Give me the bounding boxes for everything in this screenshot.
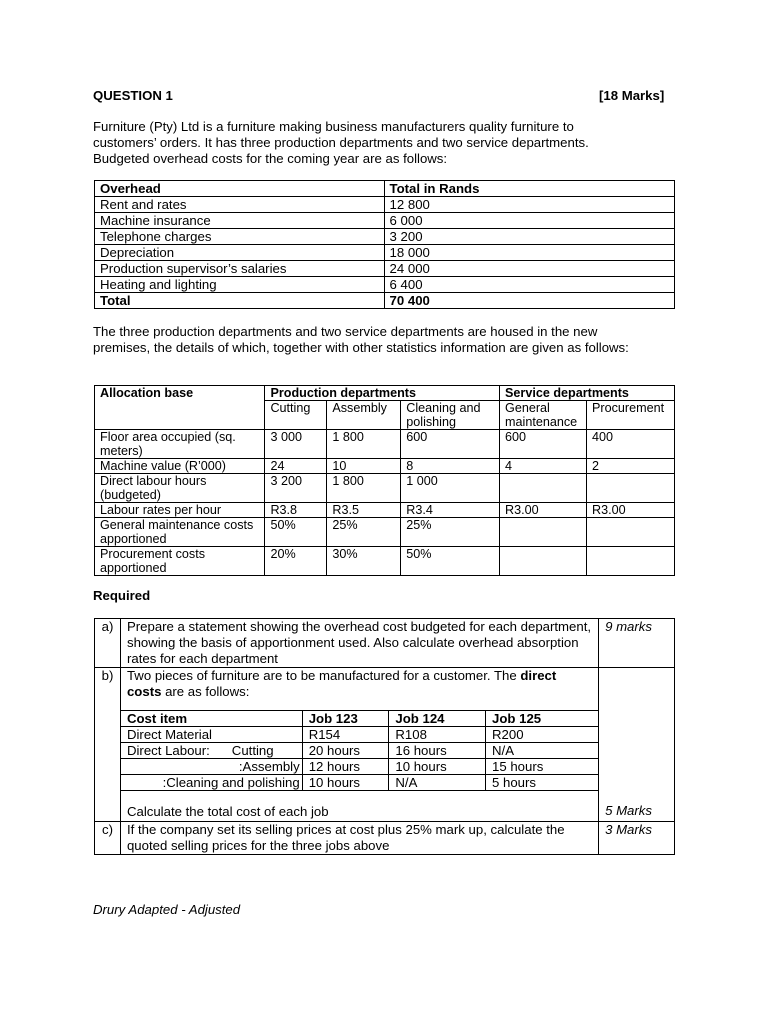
overhead-amount: 6 000 bbox=[384, 213, 674, 229]
table-cell: 400 bbox=[586, 430, 674, 459]
table-cell bbox=[586, 518, 674, 547]
requirements-table bbox=[94, 618, 675, 855]
column-header: Job 123 bbox=[302, 711, 389, 727]
table-cell: 600 bbox=[401, 430, 500, 459]
table-header-row bbox=[95, 386, 675, 401]
table-cell: 4 bbox=[500, 459, 587, 474]
table-cell: R3.4 bbox=[401, 503, 500, 518]
table-cell: 25% bbox=[327, 518, 401, 547]
table-cell: 1 800 bbox=[327, 474, 401, 503]
column-header: Production departments bbox=[265, 386, 500, 401]
column-header: Allocation base bbox=[95, 386, 265, 430]
table-row bbox=[95, 459, 675, 474]
requirement-row-c bbox=[95, 822, 675, 855]
table-cell: 25% bbox=[401, 518, 500, 547]
subheader-cell: Cutting bbox=[265, 401, 327, 430]
table-cell: R154 bbox=[302, 727, 389, 743]
table-row bbox=[95, 245, 675, 261]
table-row bbox=[95, 277, 675, 293]
table-cell bbox=[500, 474, 587, 503]
question-marks: [18 Marks] bbox=[599, 88, 665, 103]
table-cell: R200 bbox=[486, 727, 599, 743]
overhead-amount: 12 800 bbox=[384, 197, 674, 213]
requirement-text: Prepare a statement showing the overhead cost budgeted for each department, showing the basis of apportionment used. Also calculate overhead absorption rates for each department bbox=[120, 619, 598, 668]
column-header: Overhead bbox=[95, 181, 385, 197]
table-cell: R3.00 bbox=[586, 503, 674, 518]
table-cell: 50% bbox=[401, 547, 500, 576]
overhead-item: Heating and lighting bbox=[95, 277, 385, 293]
overhead-item: Telephone charges bbox=[95, 229, 385, 245]
table-row bbox=[121, 727, 598, 743]
table-row bbox=[95, 503, 675, 518]
table-cell: 24 bbox=[265, 459, 327, 474]
column-header: Cost item bbox=[121, 711, 302, 727]
requirement-row-a bbox=[95, 619, 675, 668]
table-cell: R3.8 bbox=[265, 503, 327, 518]
cost-item-label: Direct Labour: bbox=[126, 743, 210, 758]
overhead-amount: 24 000 bbox=[384, 261, 674, 277]
column-header: Job 125 bbox=[486, 711, 599, 727]
table-cell: 16 hours bbox=[389, 743, 486, 759]
intro-line: Budgeted overhead costs for the coming year are as follows: bbox=[93, 151, 448, 166]
paragraph-line: premises, the details of which, together with other statistics information are given as follows: bbox=[93, 340, 629, 355]
text-span: Two pieces of furniture are to be manufactured for a customer. The bbox=[126, 668, 521, 683]
requirement-marks: 5 Marks bbox=[599, 668, 675, 822]
table-row bbox=[95, 229, 675, 245]
cost-item: :Assembly bbox=[121, 759, 302, 775]
source-citation: Drury Adapted - Adjusted bbox=[93, 902, 241, 917]
subheader-cell: Assembly bbox=[327, 401, 401, 430]
table-cell: N/A bbox=[486, 743, 599, 759]
requirement-text: If the company set its selling prices at cost plus 25% mark up, calculate the quoted selling prices for the three jobs above bbox=[120, 822, 598, 855]
requirement-label: c) bbox=[95, 822, 121, 855]
table-cell: R3.5 bbox=[327, 503, 401, 518]
column-header: Job 124 bbox=[389, 711, 486, 727]
table-cell: 1 000 bbox=[401, 474, 500, 503]
table-row bbox=[121, 743, 598, 759]
table-row bbox=[95, 474, 675, 503]
text-span: are as follows: bbox=[161, 684, 250, 699]
total-label: Total bbox=[95, 293, 385, 309]
table-row bbox=[95, 518, 675, 547]
overhead-item: Production supervisor’s salaries bbox=[95, 261, 385, 277]
requirement-calc: Calculate the total cost of each job bbox=[126, 804, 329, 819]
intro-line: customers’ orders. It has three production departments and two service departments. bbox=[93, 135, 589, 150]
table-cell: R108 bbox=[389, 727, 486, 743]
row-label: Machine value (R’000) bbox=[95, 459, 265, 474]
table-cell: 8 bbox=[401, 459, 500, 474]
table-cell: 5 hours bbox=[486, 775, 599, 791]
allocation-table bbox=[94, 385, 675, 576]
total-value: 70 400 bbox=[384, 293, 674, 309]
table-cell: 15 hours bbox=[486, 759, 599, 775]
table-cell: 10 hours bbox=[389, 759, 486, 775]
table-row bbox=[95, 197, 675, 213]
overhead-amount: 6 400 bbox=[384, 277, 674, 293]
table-row bbox=[95, 261, 675, 277]
table-cell: 10 hours bbox=[302, 775, 389, 791]
requirement-body bbox=[120, 668, 598, 822]
table-cell: N/A bbox=[389, 775, 486, 791]
premises-paragraph bbox=[93, 324, 703, 356]
requirement-label: b) bbox=[95, 668, 121, 822]
subheader-cell: Procurement bbox=[586, 401, 674, 430]
table-cell bbox=[586, 547, 674, 576]
table-cell bbox=[586, 474, 674, 503]
required-heading: Required bbox=[93, 588, 151, 603]
overhead-amount: 18 000 bbox=[384, 245, 674, 261]
row-label: Labour rates per hour bbox=[95, 503, 265, 518]
overhead-item: Rent and rates bbox=[95, 197, 385, 213]
row-label: Direct labour hours (budgeted) bbox=[95, 474, 265, 503]
job-costs-table bbox=[121, 710, 598, 791]
table-row bbox=[121, 759, 598, 775]
table-cell bbox=[500, 518, 587, 547]
row-label: General maintenance costs apportioned bbox=[95, 518, 265, 547]
table-cell bbox=[500, 547, 587, 576]
table-cell: 50% bbox=[265, 518, 327, 547]
requirement-label: a) bbox=[95, 619, 121, 668]
table-row bbox=[121, 775, 598, 791]
row-label: Floor area occupied (sq. meters) bbox=[95, 430, 265, 459]
subheader-cell: Cleaning and polishing bbox=[401, 401, 500, 430]
row-label: Procurement costs apportioned bbox=[95, 547, 265, 576]
table-cell: 20 hours bbox=[302, 743, 389, 759]
cost-item-sublabel: Cutting bbox=[231, 743, 274, 758]
table-cell: 600 bbox=[500, 430, 587, 459]
table-header-row bbox=[95, 181, 675, 197]
intro-paragraph bbox=[93, 119, 693, 167]
requirement-marks: 3 Marks bbox=[599, 822, 675, 855]
overhead-table bbox=[94, 180, 675, 309]
paragraph-line: The three production departments and two service departments are housed in the new bbox=[93, 324, 598, 339]
total-row bbox=[95, 293, 675, 309]
table-header-row bbox=[121, 711, 598, 727]
table-cell: R3.00 bbox=[500, 503, 587, 518]
table-cell: 3 200 bbox=[265, 474, 327, 503]
cost-item: Direct Material bbox=[121, 727, 302, 743]
cost-item: :Cleaning and polishing bbox=[121, 775, 302, 791]
question-title: QUESTION 1 bbox=[93, 88, 173, 103]
column-header: Service departments bbox=[500, 386, 675, 401]
column-header: Total in Rands bbox=[384, 181, 674, 197]
overhead-amount: 3 200 bbox=[384, 229, 674, 245]
intro-line: Furniture (Pty) Ltd is a furniture making business manufacturers quality furniture to bbox=[93, 119, 574, 134]
table-cell: 30% bbox=[327, 547, 401, 576]
text-span-bold: direct costs bbox=[126, 668, 557, 699]
table-row bbox=[95, 430, 675, 459]
requirement-text bbox=[121, 668, 598, 710]
table-cell: 20% bbox=[265, 547, 327, 576]
table-row bbox=[95, 547, 675, 576]
table-cell: 10 bbox=[327, 459, 401, 474]
table-cell: 1 800 bbox=[327, 430, 401, 459]
table-row bbox=[95, 213, 675, 229]
requirement-marks: 9 marks bbox=[599, 619, 675, 668]
requirement-row-b bbox=[95, 668, 675, 822]
overhead-item: Depreciation bbox=[95, 245, 385, 261]
cost-item bbox=[121, 743, 302, 759]
subheader-cell: General maintenance bbox=[500, 401, 587, 430]
table-cell: 2 bbox=[586, 459, 674, 474]
overhead-item: Machine insurance bbox=[95, 213, 385, 229]
table-cell: 12 hours bbox=[302, 759, 389, 775]
table-cell: 3 000 bbox=[265, 430, 327, 459]
